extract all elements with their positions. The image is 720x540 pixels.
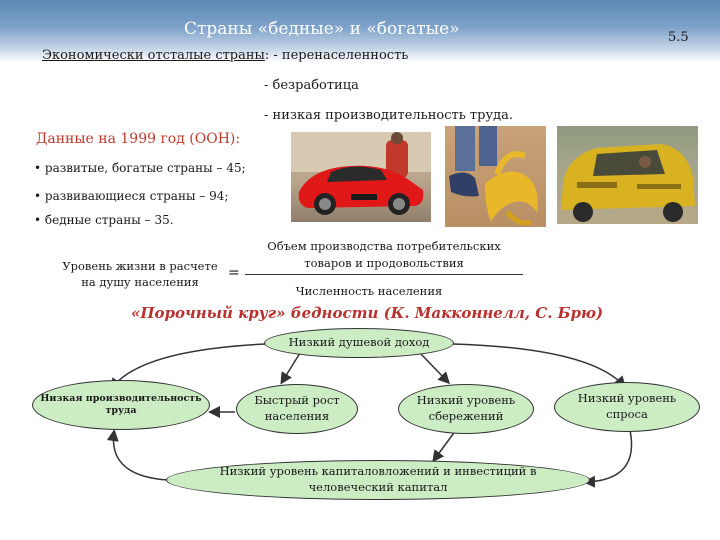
formula-equals: = — [228, 265, 240, 281]
backward-item-1: : - перенаселенность — [264, 48, 409, 63]
vicious-circle-title: «Порочный круг» бедности (К. Макконнелл, С. Брю) — [131, 304, 604, 322]
un-data-heading: Данные на 1999 год (ООН): — [36, 131, 241, 147]
backward-lead: Экономически отсталые страны — [42, 48, 265, 63]
un-data-item-poor: • бедные страны – 35. — [34, 213, 174, 227]
arrow-investment-to-productivity — [113, 432, 168, 480]
slide-title: Страны «бедные» и «богатые» — [184, 19, 460, 39]
node-low-investment: Низкий уровень капиталовложений и инвестиций в человеческий капитал — [166, 460, 590, 500]
formula-denominator: Численность населения — [295, 284, 443, 298]
node-low-income: Низкий душевой доход — [264, 328, 454, 358]
formula-numerator-line-2: товаров и продовольствия — [304, 255, 464, 270]
arrow-savings-to-investment — [434, 430, 456, 460]
node-low-savings: Низкий уровень сбережений — [398, 384, 534, 434]
arrow-income-to-demand — [452, 344, 624, 386]
backward-item-2: - безработица — [264, 78, 359, 93]
slide-number: 5.5 — [668, 30, 689, 45]
backward-item-3: - низкая производительность труда. — [264, 108, 513, 123]
arrow-demand-to-investment — [586, 430, 632, 482]
un-data-item-developed: • развитые, богатые страны – 45; — [34, 161, 246, 175]
un-data-item-developing: • развивающиеся страны – 94; — [34, 189, 229, 203]
node-low-productivity: Низкая производительность труда — [32, 380, 210, 430]
node-low-demand: Низкий уровень спроса — [554, 382, 700, 432]
formula-left-line-2: на душу населения — [81, 275, 199, 290]
arrow-income-to-growth — [282, 353, 300, 382]
arrow-income-to-savings — [420, 353, 448, 382]
formula-left-line-1: Уровень жизни в расчете — [62, 259, 218, 273]
formula-numerator-line-1: Объем производства потребительских — [267, 239, 501, 253]
node-population-growth: Быстрый рост населения — [236, 384, 358, 434]
